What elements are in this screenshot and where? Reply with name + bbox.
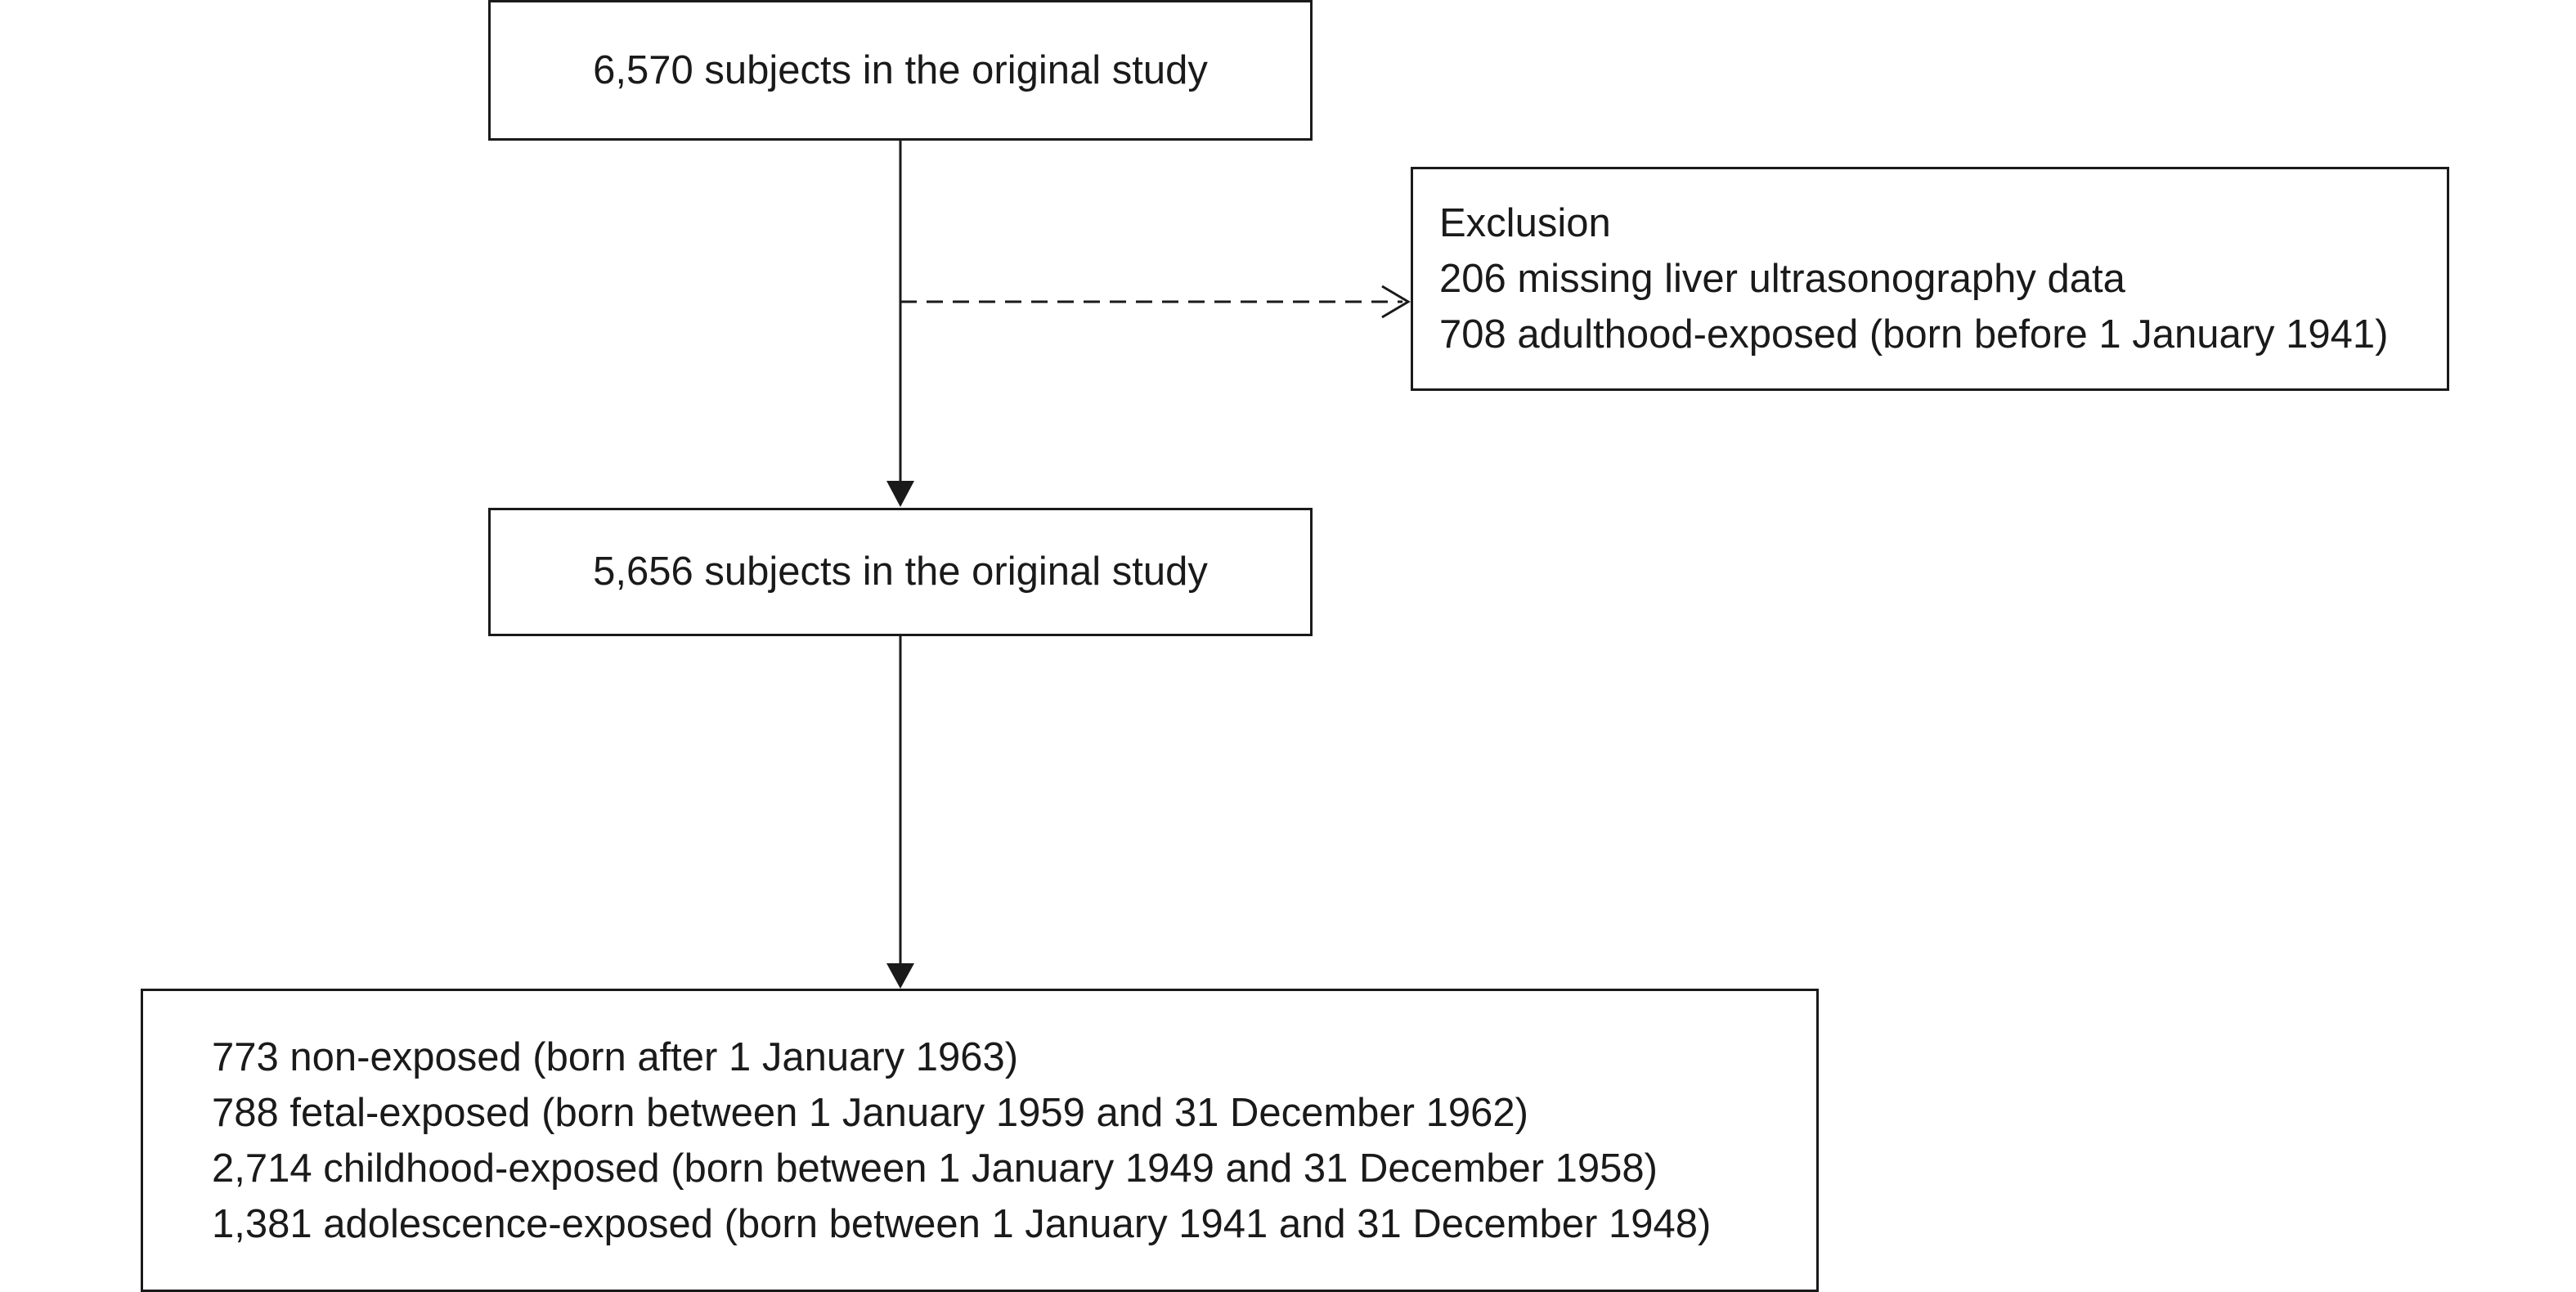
exposure-groups-box bbox=[141, 989, 1819, 1292]
exclusion-missing-data: 206 missing liver ultrasonography data bbox=[1439, 257, 2125, 301]
exclusion-heading: Exclusion bbox=[1439, 201, 1611, 245]
group-childhood-exposed: 2,714 childhood-exposed (born between 1 January 1949 and 31 December 1958) bbox=[212, 1146, 1658, 1191]
analyzed-subjects-box bbox=[488, 508, 1313, 636]
group-non-exposed: 773 non-exposed (born after 1 January 1963) bbox=[212, 1034, 1019, 1079]
analyzed-subjects-label: 5,656 subjects in the original study bbox=[593, 550, 1208, 594]
arrowhead-original-to-analyzed bbox=[886, 481, 914, 507]
exclusion-adulthood-exposed: 708 adulthood-exposed (born before 1 January 1941) bbox=[1439, 312, 2389, 357]
original-study-label: 6,570 subjects in the original study bbox=[593, 47, 1208, 92]
original-study-box bbox=[488, 0, 1313, 141]
arrowhead-analyzed-to-groups bbox=[886, 963, 914, 989]
group-fetal-exposed: 788 fetal-exposed (born between 1 January 1959 and 31 December 1962) bbox=[212, 1090, 1528, 1135]
group-adolescence-exposed: 1,381 adolescence-exposed (born between 1 January 1941 and 31 December 1948) bbox=[212, 1201, 1712, 1246]
exclusion-box bbox=[1411, 167, 2449, 391]
